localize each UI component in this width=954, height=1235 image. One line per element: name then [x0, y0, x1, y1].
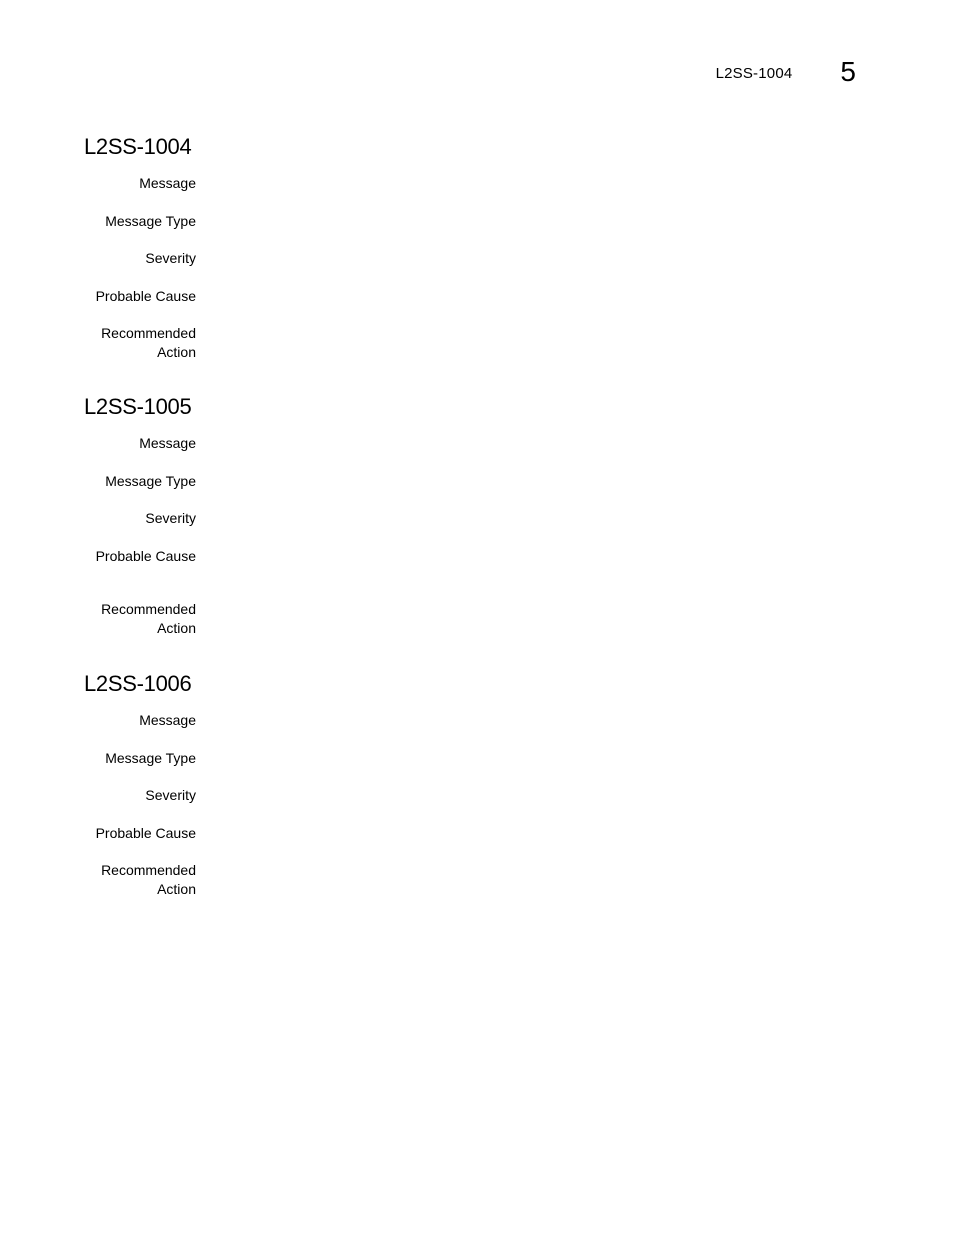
field-value-message-type — [220, 472, 844, 490]
entry-title: L2SS-1005 — [84, 394, 192, 419]
field-row-severity — [84, 249, 844, 268]
field-label-severity: Severity — [145, 250, 196, 266]
field-row-message — [84, 174, 844, 193]
field-label-message: Message — [139, 712, 196, 728]
field-label-message: Message — [139, 175, 196, 191]
field-row-recommended-action — [84, 861, 844, 898]
field-label-probable-cause: Probable Cause — [95, 547, 196, 564]
field-label-recommended-action: Recommended Action — [101, 325, 196, 360]
field-label-message-type: Message Type — [105, 749, 196, 766]
field-label-severity: Severity — [145, 787, 196, 803]
field-value-probable-cause — [220, 287, 844, 305]
field-label-message-type: Message Type — [105, 472, 196, 489]
running-header-title: L2SS-1004 — [715, 65, 793, 82]
field-value-severity — [220, 249, 844, 267]
field-row-message-type — [84, 472, 844, 491]
field-value-message-type — [220, 212, 844, 230]
field-row-message-type — [84, 749, 844, 768]
field-row-message — [84, 434, 844, 453]
message-entry-l2ss-1006 — [84, 669, 844, 898]
field-value-message-type — [220, 749, 844, 767]
entry-title: L2SS-1004 — [84, 134, 192, 159]
field-row-probable-cause — [84, 287, 844, 306]
entry-field-list — [84, 434, 844, 637]
field-value-recommended-action — [220, 600, 844, 618]
field-label-recommended-action: Recommended Action — [101, 601, 196, 636]
field-row-severity — [84, 786, 844, 805]
field-value-probable-cause — [220, 547, 844, 565]
entry-title: L2SS-1006 — [84, 671, 192, 696]
field-value-message — [220, 434, 844, 452]
field-row-recommended-action — [84, 324, 844, 361]
chapter-number: 5 — [840, 56, 856, 87]
message-entry-l2ss-1004 — [84, 132, 844, 361]
entry-field-list — [84, 174, 844, 361]
running-header — [716, 56, 856, 88]
field-value-recommended-action — [220, 861, 844, 879]
field-row-message — [84, 711, 844, 730]
field-label-probable-cause: Probable Cause — [95, 287, 196, 304]
field-row-recommended-action — [84, 600, 844, 637]
field-value-severity — [220, 786, 844, 804]
field-value-recommended-action — [220, 324, 844, 342]
field-value-severity — [220, 509, 844, 527]
field-row-message-type — [84, 212, 844, 231]
field-value-message — [220, 711, 844, 729]
field-label-severity: Severity — [145, 510, 196, 526]
field-row-probable-cause — [84, 824, 844, 843]
field-value-probable-cause — [220, 824, 844, 842]
entry-field-list — [84, 711, 844, 898]
field-row-severity — [84, 509, 844, 528]
field-value-message — [220, 174, 844, 192]
field-label-message-type: Message Type — [105, 212, 196, 229]
field-row-probable-cause — [84, 547, 844, 582]
field-label-recommended-action: Recommended Action — [101, 862, 196, 897]
field-label-probable-cause: Probable Cause — [95, 824, 196, 841]
field-label-message: Message — [139, 435, 196, 451]
message-entry-l2ss-1005 — [84, 392, 844, 637]
